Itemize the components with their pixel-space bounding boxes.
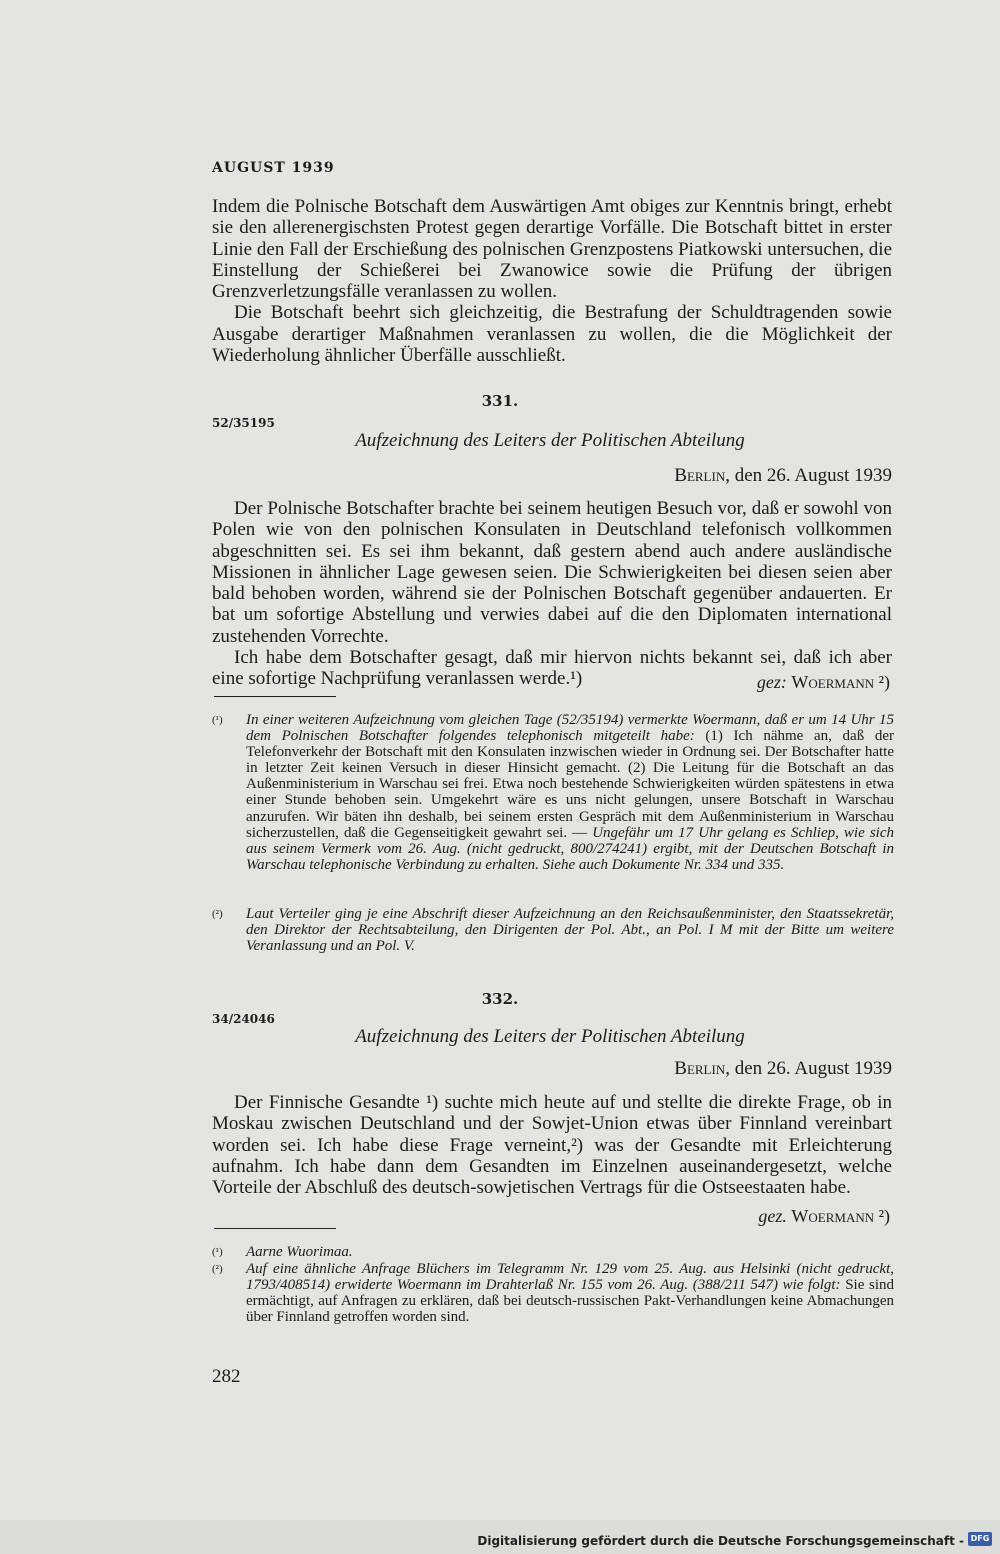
footnote-mark: (²): [212, 908, 223, 920]
footnote-mark: (¹): [212, 714, 223, 726]
intro-paragraph: Die Botschaft beehrt sich gleichzeitig, die Bestrafung der Schuldtragenden sowie Ausgabe derartiger Maßnahmen veranlassen zu wollen, die die Möglichkeit der Wiederholung ähnlicher Überfälle ausschließt.: [212, 302, 892, 367]
intro-paragraph: Indem die Polnische Botschaft dem Auswärtigen Amt obiges zur Kenntnis bringt, erhebt sie den allerenergischsten Protest gegen derartige Vorfälle. Die Botschaft bittet in erster Linie den Fall der Erschießung des polnischen Grenzpostens Piatkowski untersuchen, die Einstellung der Schießerei bei Zwanowice sowie die Prüfung der übrigen Grenzverletzungsfälle veranlassen zu wollen.: [212, 196, 892, 303]
footnote-text: In einer weiteren Aufzeichnung vom gleichen Tage (52/35194) vermerkte Woermann, daß er um 14 Uhr 15 dem Polnischen Botschafter folgendes telephonisch mitgeteilt habe: (1) Ich nähme an, daß der Telefonverkehr der Botschaft mit den Konsulaten inzwischen wieder in Ordnung sei. Der Botschafter hatte in letzter Zeit keinen Versuch in dieser Hinsicht gemacht. (2) Die Leitung für die Botschaft an das Außenministerium in Warschau sei frei. Etwa noch bestehende Schwierigkeiten würden spätestens in etwa einer Stunde behoben sein. Umgekehrt wäre es uns nicht gelungen, unsere Botschaft in Warschau anzurufen. Wir bäten ihn deshalb, bei seinem ersten Gespräch mit dem Außenministerium in Warschau sicherzustellen, daß die Gegenseitigkeit gewahrt sei. — Ungefähr um 17 Uhr gelang es Schliep, wie sich aus seinem Vermerk vom 26. Aug. (nicht gedruckt, 800/274241) ergibt, mit der Deutschen Botschaft in Warschau telephonische Verbindung zu erhalten. Siehe auch Dokumente Nr. 334 und 335.: [246, 712, 894, 873]
body-paragraph: Ich habe dem Botschafter gesagt, daß mir hiervon nichts bekannt sei, daß ich aber eine sofortige Nachprüfung veranlassen werde.¹): [212, 647, 892, 690]
footnote-mark: (¹): [212, 1246, 223, 1258]
dfg-logo-icon: DFG: [968, 1532, 992, 1546]
document-number: 332.: [481, 990, 519, 1008]
signature-name: Woermann: [791, 672, 875, 692]
dateline-date: , den 26. August 1939: [725, 1058, 892, 1079]
file-reference: 52/35195: [212, 416, 275, 430]
signature-name: Woermann: [791, 1206, 875, 1226]
footnote: [212, 712, 894, 873]
document-body: [212, 498, 892, 690]
signature: gez: Woermann ²): [756, 672, 890, 692]
body-paragraph: Der Polnische Botschafter brachte bei seinem heutigen Besuch vor, daß er sowohl von Polen wie von den polnischen Konsulaten in Deutschland telefonisch vollkommen abgeschnitten sei. Es sei ihm bekannt, daß gestern abend auch andere ausländische Missionen in ähnlicher Lage gewesen seien. Die Schwierigkeiten bei diesen seien aber bald behoben worden, während sie der Polnischen Botschaft gegenüber andauerten. Er bat um sofortige Abstellung und verwies dabei auf die den Diplomaten international zustehenden Vorrechte.: [212, 498, 892, 647]
page-number: 282: [212, 1366, 241, 1387]
footnote-divider: [214, 1228, 336, 1229]
intro-text: [212, 196, 892, 366]
file-reference: 34/24046: [212, 1012, 275, 1026]
dateline: [674, 465, 892, 487]
footnote: [212, 1244, 894, 1260]
document-title: Aufzeichnung des Leiters der Politischen Abteilung: [355, 430, 745, 451]
document-number: 331.: [481, 392, 519, 410]
dateline-city: Berlin: [674, 465, 726, 486]
dateline-city: Berlin: [674, 1058, 726, 1079]
body-paragraph: Der Finnische Gesandte ¹) suchte mich heute auf und stellte die direkte Frage, ob in Moskau zwischen Deutschland und der Sowjet-Union etwas über Finnland vereinbart worden sei. Ich habe diese Frage verneint,²) was der Gesandte mit Erleichterung aufnahm. Ich habe dann dem Gesandten im Einzelnen auseinandergesetzt, welche Vorteile der Abschluß des deutsch-sowjetischen Vertrags für die Ostseestaaten habe.: [212, 1092, 892, 1199]
footer-credit: Digitalisierung gefördert durch die Deutsche Forschungsgemeinschaft -: [477, 1534, 964, 1548]
dateline: [674, 1058, 892, 1080]
footnote-text: Aarne Wuorimaa.: [246, 1244, 353, 1260]
dateline-date: , den 26. August 1939: [725, 465, 892, 486]
document-title: Aufzeichnung des Leiters der Politischen Abteilung: [355, 1026, 745, 1047]
footnote: [212, 906, 894, 954]
footnote: [212, 1261, 894, 1325]
document-body: [212, 1092, 892, 1198]
running-head: AUGUST 1939: [212, 160, 335, 176]
signature: gez. Woermann ²): [758, 1206, 890, 1226]
footnote-mark: (²): [212, 1263, 223, 1275]
footnote-divider: [214, 696, 336, 697]
footnote-text: Auf eine ähnliche Anfrage Blüchers im Telegramm Nr. 129 vom 25. Aug. aus Helsinki (nicht gedruckt, 1793/408514) erwiderte Woermann im Drahterlaß Nr. 155 vom 26. Aug. (388/211 547) wie folgt: Sie sind ermächtigt, auf Anfragen zu erklären, daß bei deutsch-russischen Pakt-Verhandlungen keine Abmachungen über Finnland getroffen worden sind.: [246, 1261, 894, 1326]
footnote-text: Laut Verteiler ging je eine Abschrift dieser Aufzeichnung an den Reichsaußenminister, den Staatssekretär, den Direktor der Rechtsabteilung, den Dirigenten der Pol. Abt., an Pol. I M mit der Bitte um weitere Veranlassung und an Pol. V.: [246, 906, 894, 955]
